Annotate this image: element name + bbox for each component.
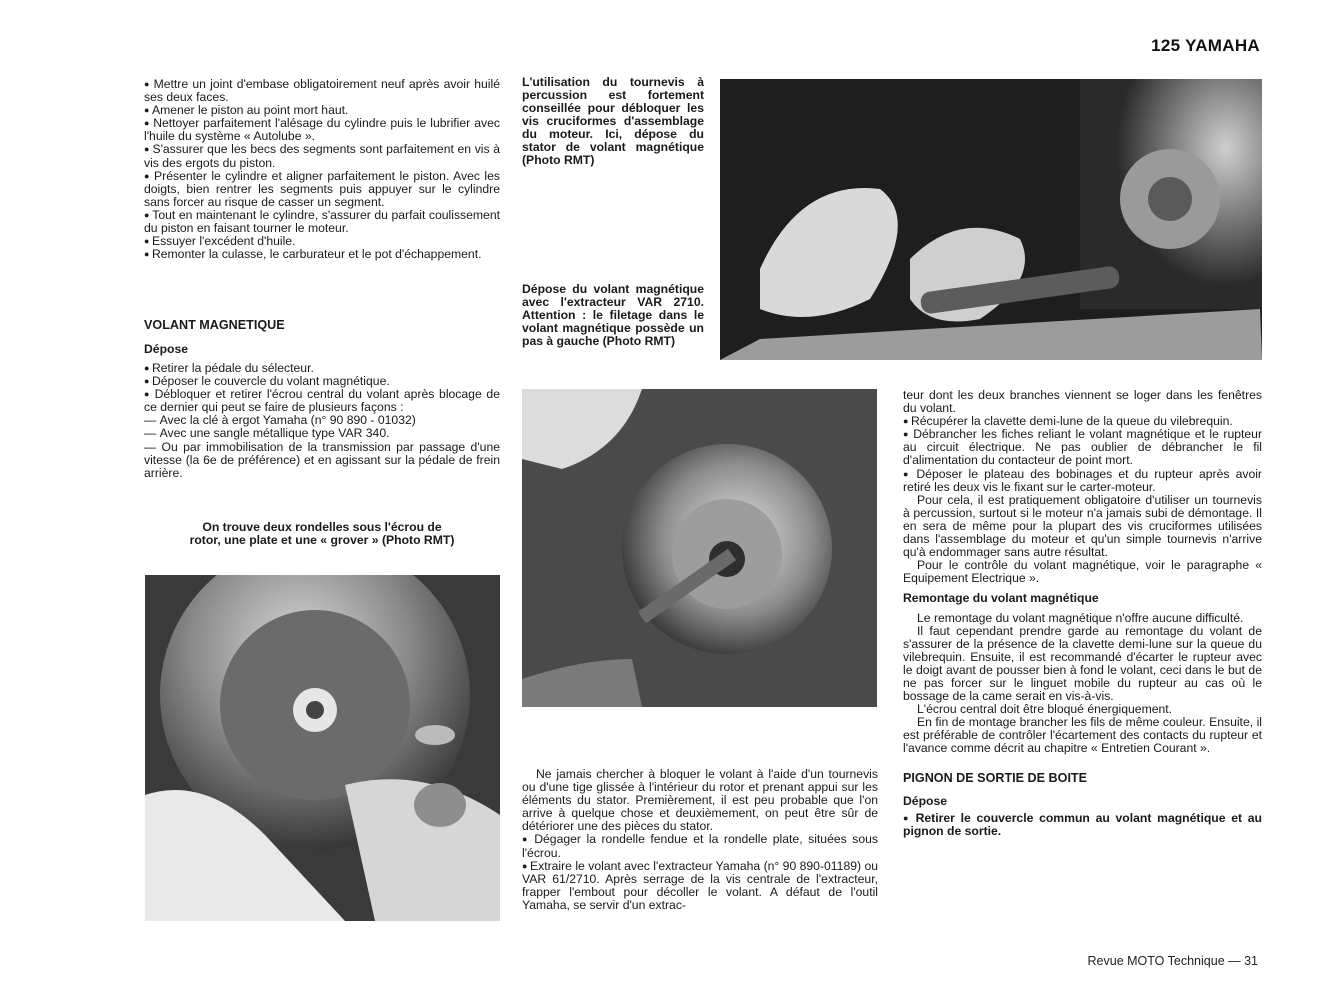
list-item: — Ou par immobilisation de la transmission par passage d'une vitesse (la 6e de préférence) et en agissant sur la pédale de frein arrière. [144, 441, 500, 480]
photo-percussion-screwdriver [720, 79, 1262, 360]
list-item: ● S'assurer que les becs des segments sont parfaitement en vis à vis des ergots du piston. [144, 143, 500, 169]
list-item: — Avec la clé à ergot Yamaha (n° 90 890 - 01032) [144, 414, 500, 427]
list-item: ● Mettre un joint d'embase obligatoirement neuf après avoir huilé ses deux faces. [144, 78, 500, 104]
list-item: ● Récupérer la clavette demi-lune de la queue du vilebrequin. [903, 415, 1262, 428]
list-item: ● Dégager la rondelle fendue et la rondelle plate, situées sous l'écrou. [522, 833, 878, 859]
subsection-title: Remontage du volant magnétique [903, 591, 1099, 606]
list-item: ● Extraire le volant avec l'extracteur Yamaha (n° 90 890-01189) ou VAR 61/2710. Après serrage de la vis centrale de l'extracteur, frapper l'embout pour décoller le volant. A défaut de l'outil Yamaha, se servir d'un extrac- [522, 860, 878, 912]
photo-caption-rondelles: On trouve deux rondelles sous l'écrou de rotor, une plate et une « grover » (Photo RMT) [189, 520, 455, 547]
list-item: ● Amener le piston au point mort haut. [144, 104, 500, 117]
paragraph: Pour le contrôle du volant magnétique, voir le paragraphe « Equipement Electrique ». [903, 558, 1262, 586]
list-item: ● Déposer le couvercle du volant magnétique. [144, 375, 500, 388]
photo-rotor-washers [145, 575, 500, 921]
paragraph: L'écrou central doit être bloqué énergiquement. [917, 702, 1173, 717]
paragraph: Ne jamais chercher à bloquer le volant à l'aide d'un tournevis ou d'une tige glissée à l'intérieur du rotor et prenant appui sur les éléments du stator. Premièrement, il est peu probable que l'on arrive à quelque chose et deuxièmement, on peut être sûr de détériorer une des pièces du stator. [522, 767, 878, 834]
page-header-title: 125 YAMAHA [1151, 36, 1260, 55]
column-3-text [903, 389, 1262, 838]
paragraph: Il faut cependant prendre garde au remontage du volant de s'assurer de la présence de la clavette demi-lune sur la queue du vilebrequin. Ensuite, il est recommandé d'écarter le rupteur avec le doigt avant de pousser bien à fond le volant, ceci dans le but de ne pas forcer sur le linguet mobile du rupteur au cas où le bossage de la came serait en vis-à-vis. [903, 623, 1262, 704]
list-item: — Avec une sangle métallique type VAR 340. [144, 427, 500, 440]
list-item: ● Remonter la culasse, le carburateur et le pot d'échappement. [144, 248, 500, 261]
depose-list [144, 362, 500, 480]
list-item: ● Déposer le plateau des bobinages et du rupteur après avoir retiré les deux vis le fixant sur le carter-moteur. [903, 468, 1262, 494]
photo-caption-tournevis: L'utilisation du tournevis à percussion est fortement conseillée pour débloquer les vis cruciformes d'assemblage du moteur. Ici, dépose du stator de volant magnétique (Photo RMT) [522, 75, 704, 167]
paragraph: teur dont les deux branches viennent se loger dans les fenêtres du volant. [903, 388, 1262, 416]
list-item: ● Présenter le cylindre et aligner parfaitement le piston. Avec les doigts, bien rentrer les segments puis appuyer sur le cylindre sans forcer au risque de casser un segment. [144, 170, 500, 209]
list-item: ● Retirer le couvercle commun au volant magnétique et au pignon de sortie. [903, 812, 1262, 838]
paragraph: Le remontage du volant magnétique n'offre aucune difficulté. [917, 610, 1244, 625]
subsection-title: Dépose [903, 793, 948, 808]
section-title: VOLANT MAGNETIQUE [144, 318, 285, 332]
section-title: PIGNON DE SORTIE DE BOITE [903, 770, 1088, 785]
column-1-text [144, 78, 500, 261]
photo-caption-extracteur: Dépose du volant magnétique avec l'extracteur VAR 2710. Attention : le filetage dans le volant magnétique possède un pas à gauche (Photo RMT) [522, 282, 704, 348]
photo-rotor-extractor [522, 389, 877, 707]
paragraph: Pour cela, il est pratiquement obligatoire d'utiliser un tournevis à percussion, surtout si le moteur n'a jamais subi de démontage. Il en sera de même pour la plupart des vis cruciformes utilisées dans l'assemblage du moteur et qu'un simple tournevis n'arrive qu'à endommager sans autre résultat. [903, 492, 1262, 560]
list-item: ● Nettoyer parfaitement l'alésage du cylindre puis le lubrifier avec l'huile du système « Autolube ». [144, 117, 500, 143]
page-footer: Revue MOTO Technique — 31 [1087, 954, 1258, 968]
section-volant [144, 319, 500, 356]
list-item: ● Débrancher les fiches reliant le volant magnétique et le rupteur au circuit électrique. Ne pas oublier de débrancher le fil d'alimentation du contacteur de point mort. [903, 428, 1262, 467]
list-item: ● Essuyer l'excédent d'huile. [144, 235, 500, 248]
list-item: ● Tout en maintenant le cylindre, s'assurer du parfait coulissement du piston en faisant tourner le moteur. [144, 209, 500, 235]
list-item: ● Débloquer et retirer l'écrou central du volant après blocage de ce dernier qui peut se faire de plusieurs façons : [144, 388, 500, 414]
list-item: ● Retirer la pédale du sélecteur. [144, 362, 500, 375]
subsection-title: Dépose [144, 342, 189, 357]
column-2-text [522, 768, 878, 912]
paragraph: En fin de montage brancher les fils de même couleur. Ensuite, il est préférable de contrôler l'écartement des contacts du rupteur et l'avance comme décrit au chapitre « Entretien Courant ». [903, 715, 1262, 756]
